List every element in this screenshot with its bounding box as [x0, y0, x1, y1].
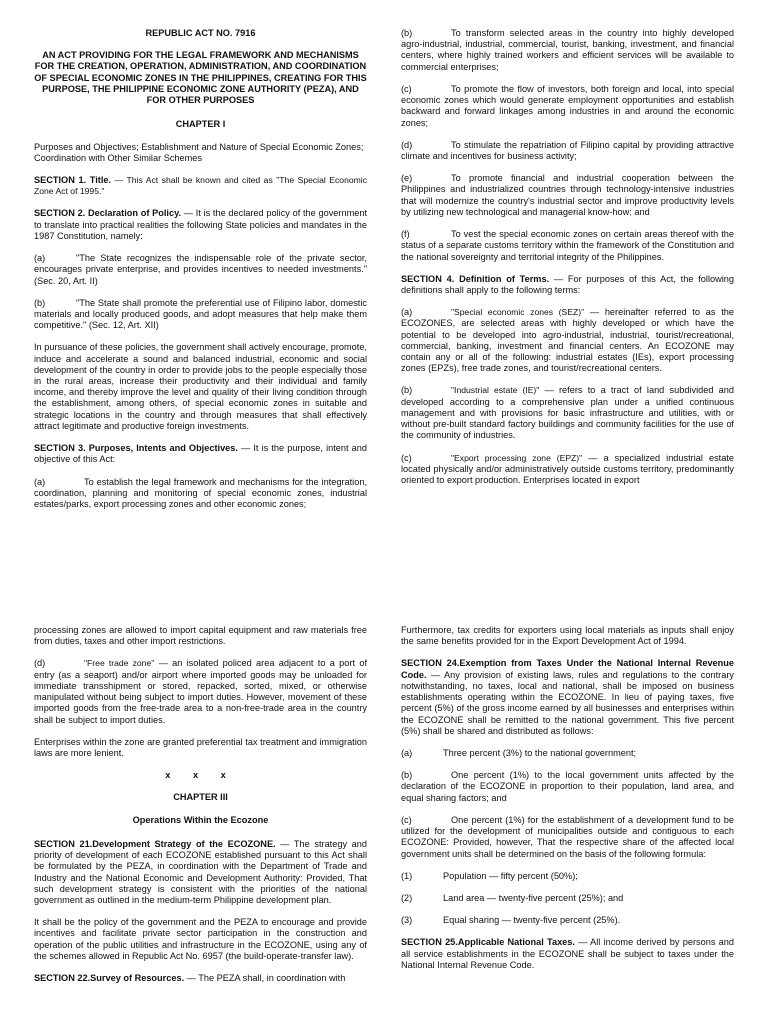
- item-text: — a specialized industrial estate located physically and/or administratively outside customs territory, predominantly oriented to export production. Enterprises located in export: [401, 452, 734, 485]
- section-text: — The strategy and priority of development of each ECOZONE established pursuant to this Act shall be formulated by the PEZA, in coordination with the Department of Trade and Industry and the National Economic and Development Authority: Provided, That such development strategy is consistent with the priorities of the national government as outlined in the medium-term Philippine development plan.: [34, 838, 368, 905]
- section-4: [401, 274, 734, 296]
- item-text: To promote financial and industrial cooperation between the Philippines and industrialized countries through technology-intensive industries that will modernize the country's industrial sector and improve productivity levels by utilizing new technological and managerial know-how; and: [401, 173, 734, 217]
- section-title: SECTION 24.Exemption from Taxes Under the National Internal Revenue Code.: [401, 658, 734, 680]
- section-text: — This Act shall be known and cited as "The Special Economic Zone Act of 1995.": [34, 174, 367, 197]
- item-label: (c): [401, 814, 412, 825]
- section-text: — For purposes of this Act, the following definitions shall apply to the following terms:: [401, 273, 734, 295]
- item-text: Land area — twenty-five percent (25%); and: [443, 892, 624, 903]
- section-title: SECTION 25.Applicable National Taxes.: [401, 937, 575, 948]
- defined-term: "Free trade zone": [84, 658, 155, 669]
- item-label: (a): [34, 476, 46, 487]
- share-item-c: [401, 815, 734, 860]
- item-text: One percent (1%) for the establishment of a development fund to be utilized for the development of municipalities outside and contiguous to each ECOZONE: Provided, however, That the respective share of the affected local government units shall be determined on the basis of the following formula:: [401, 814, 734, 859]
- item-text: To vest the special economic zones on certain areas thereof with the status of a separate customs territory within the framework of the Constitution and the national sovereignty and territorial integrity of the Philippines.: [401, 229, 734, 262]
- objective-item-d: [401, 140, 734, 162]
- column-top-left: [34, 28, 367, 521]
- item-label: (b): [401, 28, 413, 38]
- item-text: To stimulate the repatriation of Filipino capital by providing attractive climate and incentives for business activity;: [401, 139, 734, 161]
- item-text: "The State recognizes the indispensable role of the private sector, encourages private enterprise, and provides incentives to needed investments." (Sec. 20, Art. II): [34, 253, 367, 286]
- definition-c: [401, 453, 734, 487]
- defined-term: "Industrial estate (IE)": [451, 385, 540, 396]
- item-text: — hereinafter referred to as the ECOZONES, are selected areas with highly developed or which have the potential to be developed into agro-industrial, industrial, tourist/recreational, commercial, banking, investment and financial centers. An ECOZONE may contain any or all of the following: industrial estates (IEs), export processing zones (EPZs), free trade zones, and tourist/recreational centers.: [401, 307, 734, 374]
- formula-item-2: [401, 893, 734, 904]
- section-25: [401, 937, 734, 971]
- item-label: (a): [401, 307, 413, 318]
- column-top-right: [401, 28, 734, 497]
- item-label: (2): [401, 892, 413, 903]
- item-text: Population — fifty percent (50%);: [443, 870, 578, 881]
- item-text: One percent (1%) to the local government units affected by the declaration of the ECOZONE in proportion to their population, land area, and equal sharing factors; and: [401, 770, 734, 803]
- item-label: (f): [401, 229, 410, 240]
- definition-b: [401, 385, 734, 441]
- section-text: — It is the declared policy of the government to translate into practical realities the following State policies and mandates in the 1987 Constitution, namely:: [34, 208, 367, 241]
- formula-item-1: [401, 871, 734, 882]
- section-text: — It is the purpose, intent and objective of this Act:: [34, 443, 367, 465]
- act-long-title: AN ACT PROVIDING FOR THE LEGAL FRAMEWORK AND MECHANISMS FOR THE CREATION, OPERATION, ADMINISTRATION, AND COORDINATION OF SPECIAL ECONOMIC ZONES IN THE PHILIPPINES, CREATING FOR THIS PURPOSE, THE PHILIPPINE ECONOMIC ZONE AUTHORITY (PEZA), AND FOR OTHER PURPOSES: [34, 50, 367, 106]
- pursuance-paragraph: In pursuance of these policies, the government shall actively encourage, promote, induce and accelerate a sound and balanced industrial, economic and social development of the country in order to provide jobs to the people especially those in the rural areas, increase their productivity and their individual and family income, and thereby improve the level and quality of their living condition through the establishment, among others, of special economic zones in suitable and strategic locations in the country and through measures that shall effectively attract legitimate and productive foreign investments.: [34, 342, 367, 431]
- item-text: — refers to a tract of land subdivided and developed according to a comprehensive plan under a unified continuous management and with provisions for basic infrastructure and utilities, with or without pre-built standard factory buildings and community facilities for the use of the community of industries.: [401, 385, 734, 441]
- act-number: REPUBLIC ACT NO. 7916: [145, 28, 256, 38]
- section-3: [34, 443, 367, 465]
- item-label: (b): [401, 770, 413, 781]
- defined-term: "Special economic zones (SEZ)": [451, 307, 585, 318]
- enterprises-paragraph: Enterprises within the zone are granted preferential tax treatment and immigration laws are more lenient.: [34, 736, 367, 758]
- item-label: (d): [34, 658, 46, 669]
- section-22: [34, 973, 367, 984]
- item-label: (e): [401, 173, 413, 184]
- chapter-heading: CHAPTER III: [173, 792, 228, 803]
- defined-term: "Export processing zone (EPZ)": [451, 452, 583, 463]
- objective-item-e: [401, 173, 734, 218]
- section-text: — Any provision of existing laws, rules and regulations to the contrary notwithstanding, no taxes, local and national, shall be imposed on business establishments operating within the ECOZONE. In lieu of paying taxes, five percent (5%) of the gross income earned by all businesses and enterprises within the ECOZONE shall be remitted to the national government. This five percent (5%) shall be shared and distributed as follows:: [401, 669, 734, 736]
- policy-paragraph: It shall be the policy of the government and the PEZA to encourage and provide incentives and facilitate private sector participation in the construction and operation of the public utilities and infrastructure in the ECOZONE, using any of the schemes allowed in Republic Act No. 6957 (the build-operate-transfer law).: [34, 917, 367, 961]
- item-label: (b): [401, 385, 413, 396]
- objective-item-c: [401, 84, 734, 129]
- column-bottom-right: [401, 625, 734, 982]
- definition-d: [34, 658, 367, 725]
- item-text: "The State shall promote the preferential use of Filipino labor, domestic materials and locally produced goods, and adopt measures that help make them competitive." (Sec. 12, Art. XII): [34, 297, 367, 331]
- section-text: — All income derived by persons and all service establishments in the ECOZONE shall be subject to taxes under the National Internal Revenue Code.: [401, 937, 734, 970]
- item-label: (b): [34, 297, 46, 308]
- item-label: (3): [401, 915, 413, 926]
- section-21: [34, 839, 367, 906]
- furthermore-paragraph: Furthermore, tax credits for exporters using local materials as inputs shall enjoy the same benefits provided for in the Export Development Act of 1994.: [401, 625, 734, 647]
- share-item-a: [401, 748, 734, 759]
- item-label: (d): [401, 139, 413, 150]
- section-title: SECTION 2. Declaration of Policy.: [34, 208, 182, 219]
- section-title: SECTION 1. Title.: [34, 174, 112, 185]
- section-24: [401, 658, 734, 737]
- item-text: — an isolated policed area adjacent to a port of entry (as a seaport) and/or airport where imported goods may be unloaded for immediate transshipment or stored, repacked, sorted, mixed, or otherwise manipulated without being subject to import duties. However, movement of these imported goods from the free-trade area to a non-free-trade area in the country shall be subject to import duties.: [34, 658, 367, 725]
- share-item-b: [401, 770, 734, 804]
- section-title: SECTION 4. Definition of Terms.: [401, 273, 550, 284]
- policy-item-a: [34, 253, 367, 287]
- section-1: [34, 175, 367, 197]
- section-title: SECTION 21.Development Strategy of the ECOZONE.: [34, 838, 276, 849]
- item-text: Three percent (3%) to the national government;: [443, 747, 637, 758]
- chapter-subtitle: Purposes and Objectives; Establishment and Nature of Special Economic Zones; Coordination with Other Similar Schemes: [34, 141, 364, 163]
- item-label: (a): [401, 747, 413, 758]
- chapter-subtitle: Operations Within the Ecozone: [132, 814, 269, 825]
- section-2: [34, 208, 367, 242]
- item-text: To establish the legal framework and mechanisms for the integration, coordination, planning and monitoring of special economic zones, industrial estates/parks, export processing zones and other economic zones;: [34, 476, 367, 509]
- objective-item-b: [401, 28, 734, 73]
- item-label: (c): [401, 83, 412, 94]
- item-text: To promote the flow of investors, both foreign and local, into special economic zones which would generate employment opportunities and establish backward and forward linkages among industries in and around the economic zones;: [401, 83, 734, 128]
- item-label: (c): [401, 452, 412, 463]
- section-title: SECTION 22.Survey of Resources.: [34, 973, 185, 984]
- item-text: To transform selected areas in the country into highly developed agro-industrial, industrial, commercial, tourist, banking, investment, and financial centers, where highly trained workers and efficient services will be available to commercial enterprises;: [401, 28, 734, 72]
- continuation-paragraph: processing zones are allowed to import capital equipment and raw materials free from duties, taxes and other import restrictions.: [34, 625, 367, 647]
- chapter-heading: CHAPTER I: [175, 119, 226, 130]
- item-label: (a): [34, 253, 46, 264]
- item-text: Equal sharing — twenty-five percent (25%).: [443, 915, 621, 926]
- column-bottom-left: [34, 625, 367, 995]
- policy-item-b: [34, 298, 367, 332]
- section-title: SECTION 3. Purposes, Intents and Objectives.: [34, 443, 238, 454]
- omission-marker: x x x: [165, 770, 236, 781]
- objective-item-a: [34, 477, 367, 511]
- definition-a: [401, 307, 734, 374]
- section-text: — The PEZA shall, in coordination with: [184, 973, 346, 984]
- objective-item-f: [401, 229, 734, 263]
- formula-item-3: [401, 915, 734, 926]
- item-label: (1): [401, 870, 413, 881]
